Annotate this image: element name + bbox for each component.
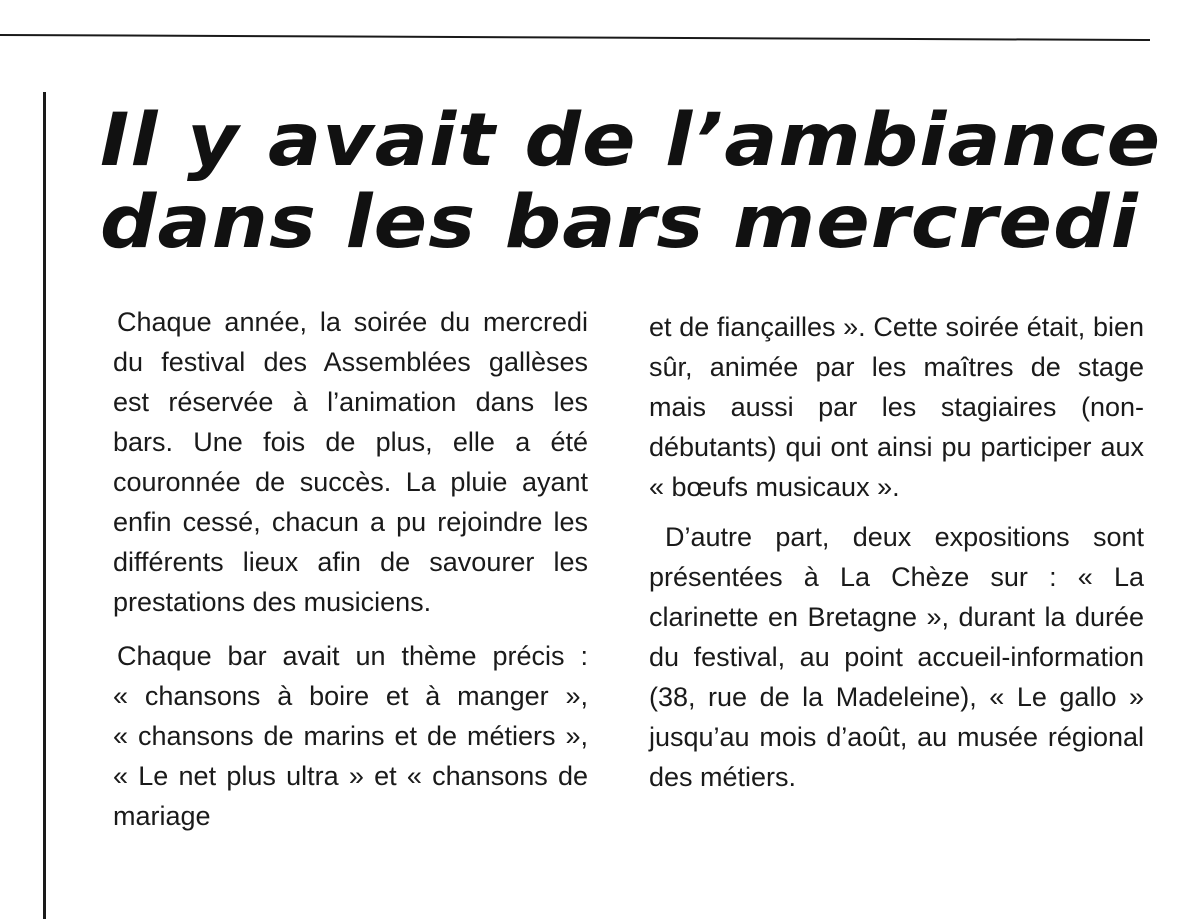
headline-line-1: Il y avait de l’ambiance bbox=[100, 98, 1162, 183]
article-headline bbox=[100, 100, 1180, 264]
paragraph-intro: Chaque année, la soirée du mercredi du festival des Assemblées gallèses est réservée à l’animation dans les bars. Une fois de plus, elle a été couronnée de succès. La pluie ayant enfin cessé, chacun a pu rejoindre les différents lieux afin de savourer les prestations des musiciens. bbox=[113, 307, 588, 617]
paragraph-exhibitions: D’autre part, deux expositions sont présentées à La Chèze sur : « La clarinette en Bretagne », durant la durée du festival, au point accueil-information (38, rue de la Madeleine), « Le gallo » jusqu’au mois d’août, au musée régional des métiers. bbox=[649, 522, 1144, 792]
article-column-right bbox=[649, 307, 1144, 805]
headline-line-2: dans les bars mercredi bbox=[100, 180, 1139, 265]
paragraph-bar-themes-continued: et de fiançailles ». Cette soirée était, bien sûr, animée par les maîtres de stage mais aussi par les stagiaires (non-débutants) qui ont ainsi pu participer aux « bœufs musicaux ». bbox=[649, 312, 1144, 502]
article-column-left bbox=[113, 302, 588, 844]
top-divider-line bbox=[0, 34, 1150, 41]
paragraph-bar-themes: Chaque bar avait un thème précis : « chansons à boire et à manger », « chansons de marins et de métiers », « Le net plus ultra » et « chansons de mariage bbox=[113, 641, 588, 831]
left-column-rule bbox=[43, 92, 46, 919]
